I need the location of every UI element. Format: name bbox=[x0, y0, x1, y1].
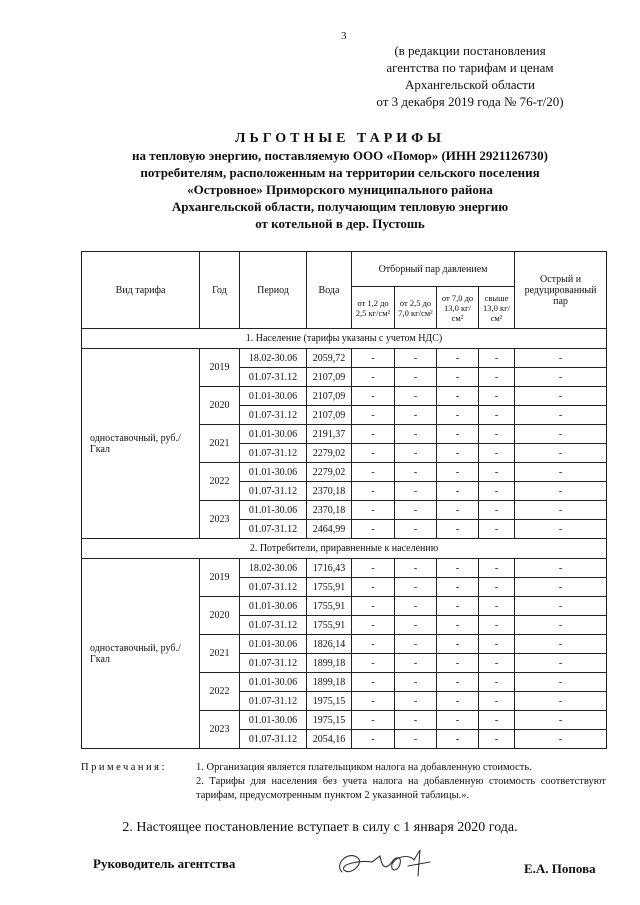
signer-position: Руководитель агентства bbox=[93, 856, 236, 871]
water-value-cell: 2107,09 bbox=[307, 406, 352, 425]
empty-value-cell: - bbox=[395, 730, 437, 749]
empty-value-cell: - bbox=[437, 463, 479, 482]
empty-value-cell: - bbox=[437, 673, 479, 692]
note-item: 1. Организация является плательщиком налога на добавленную стоимость. bbox=[196, 762, 532, 773]
empty-value-cell: - bbox=[395, 349, 437, 368]
water-value-cell: 2370,18 bbox=[307, 501, 352, 520]
empty-value-cell: - bbox=[437, 444, 479, 463]
empty-value-cell: - bbox=[352, 368, 395, 387]
edition-line: Архангельской области bbox=[405, 77, 535, 92]
note-item: 2. Тарифы для населения без учета налога на добавленную стоимость соответствуют тарифам, предусмотренным пунктом 2 указанной таблицы.». bbox=[196, 776, 606, 801]
empty-value-cell: - bbox=[479, 482, 515, 501]
water-value-cell: 2279,02 bbox=[307, 463, 352, 482]
header-sharp-steam: Острый и редуцированный пар bbox=[515, 252, 607, 329]
empty-value-cell: - bbox=[515, 387, 607, 406]
water-value-cell: 2054,16 bbox=[307, 730, 352, 749]
notes-text bbox=[196, 761, 606, 803]
empty-value-cell: - bbox=[479, 368, 515, 387]
period-cell: 01.07-31.12 bbox=[240, 520, 307, 539]
year-cell: 2022 bbox=[200, 673, 240, 711]
year-cell: 2019 bbox=[200, 349, 240, 387]
empty-value-cell: - bbox=[395, 406, 437, 425]
period-cell: 01.01-30.06 bbox=[240, 711, 307, 730]
empty-value-cell: - bbox=[437, 501, 479, 520]
empty-value-cell: - bbox=[352, 349, 395, 368]
period-cell: 01.07-31.12 bbox=[240, 730, 307, 749]
empty-value-cell: - bbox=[395, 368, 437, 387]
empty-value-cell: - bbox=[479, 501, 515, 520]
period-cell: 01.07-31.12 bbox=[240, 692, 307, 711]
empty-value-cell: - bbox=[437, 520, 479, 539]
year-cell: 2020 bbox=[200, 387, 240, 425]
empty-value-cell: - bbox=[437, 692, 479, 711]
empty-value-cell: - bbox=[479, 654, 515, 673]
empty-value-cell: - bbox=[437, 730, 479, 749]
water-value-cell: 2370,18 bbox=[307, 482, 352, 501]
empty-value-cell: - bbox=[437, 559, 479, 578]
year-cell: 2021 bbox=[200, 635, 240, 673]
empty-value-cell: - bbox=[437, 425, 479, 444]
header-steam-2: от 2,5 до 7,0 кг/см² bbox=[395, 287, 437, 329]
subtitle-line: на тепловую энергию, поставляемую ООО «Помор» (ИНН 2921126730) bbox=[132, 148, 548, 163]
water-value-cell: 1899,18 bbox=[307, 673, 352, 692]
edition-note bbox=[345, 42, 595, 110]
year-cell: 2023 bbox=[200, 711, 240, 749]
period-cell: 01.01-30.06 bbox=[240, 597, 307, 616]
notes-label: Примечания: bbox=[81, 762, 167, 773]
period-cell: 01.01-30.06 bbox=[240, 501, 307, 520]
empty-value-cell: - bbox=[479, 444, 515, 463]
empty-value-cell: - bbox=[352, 730, 395, 749]
water-value-cell: 2059,72 bbox=[307, 349, 352, 368]
year-cell: 2019 bbox=[200, 559, 240, 597]
period-cell: 01.07-31.12 bbox=[240, 444, 307, 463]
year-cell: 2021 bbox=[200, 425, 240, 463]
empty-value-cell: - bbox=[395, 616, 437, 635]
empty-value-cell: - bbox=[395, 501, 437, 520]
section-row bbox=[82, 539, 607, 559]
header-water: Вода bbox=[307, 252, 352, 329]
empty-value-cell: - bbox=[515, 578, 607, 597]
page-number: 3 bbox=[341, 30, 347, 42]
effective-clause: 2. Настоящее постановление вступает в силу с 1 января 2020 года. bbox=[122, 820, 518, 835]
empty-value-cell: - bbox=[352, 711, 395, 730]
water-value-cell: 2464,99 bbox=[307, 520, 352, 539]
period-cell: 01.07-31.12 bbox=[240, 368, 307, 387]
empty-value-cell: - bbox=[352, 520, 395, 539]
empty-value-cell: - bbox=[437, 635, 479, 654]
water-value-cell: 1899,18 bbox=[307, 654, 352, 673]
empty-value-cell: - bbox=[479, 597, 515, 616]
empty-value-cell: - bbox=[479, 673, 515, 692]
subtitle-line: «Островное» Приморского муниципального района bbox=[187, 182, 493, 197]
header-steam-3: от 7,0 до 13,0 кг/см² bbox=[437, 287, 479, 329]
empty-value-cell: - bbox=[395, 673, 437, 692]
period-cell: 01.07-31.12 bbox=[240, 578, 307, 597]
empty-value-cell: - bbox=[515, 501, 607, 520]
empty-value-cell: - bbox=[515, 463, 607, 482]
empty-value-cell: - bbox=[395, 711, 437, 730]
empty-value-cell: - bbox=[395, 692, 437, 711]
document-title: ЛЬГОТНЫЕ ТАРИФЫ bbox=[235, 131, 445, 146]
empty-value-cell: - bbox=[479, 578, 515, 597]
empty-value-cell: - bbox=[395, 578, 437, 597]
empty-value-cell: - bbox=[395, 463, 437, 482]
header-selected-steam: Отборный пар давлением bbox=[352, 252, 515, 287]
water-value-cell: 2107,09 bbox=[307, 368, 352, 387]
empty-value-cell: - bbox=[437, 368, 479, 387]
empty-value-cell: - bbox=[352, 425, 395, 444]
empty-value-cell: - bbox=[437, 349, 479, 368]
edition-line: (в редакции постановления bbox=[394, 43, 546, 58]
period-cell: 01.07-31.12 bbox=[240, 406, 307, 425]
empty-value-cell: - bbox=[479, 425, 515, 444]
water-value-cell: 1716,43 bbox=[307, 559, 352, 578]
empty-value-cell: - bbox=[437, 711, 479, 730]
empty-value-cell: - bbox=[515, 635, 607, 654]
water-value-cell: 1826,14 bbox=[307, 635, 352, 654]
section-title: 1. Население (тарифы указаны с учетом НДС) bbox=[82, 329, 607, 349]
tariff-type-cell: одноставочный, руб./Гкал bbox=[82, 349, 200, 539]
empty-value-cell: - bbox=[352, 635, 395, 654]
empty-value-cell: - bbox=[515, 597, 607, 616]
empty-value-cell: - bbox=[515, 711, 607, 730]
empty-value-cell: - bbox=[479, 520, 515, 539]
empty-value-cell: - bbox=[437, 406, 479, 425]
period-cell: 18.02-30.06 bbox=[240, 349, 307, 368]
period-cell: 01.01-30.06 bbox=[240, 425, 307, 444]
empty-value-cell: - bbox=[352, 559, 395, 578]
empty-value-cell: - bbox=[395, 482, 437, 501]
water-value-cell: 1755,91 bbox=[307, 597, 352, 616]
empty-value-cell: - bbox=[352, 482, 395, 501]
year-cell: 2020 bbox=[200, 597, 240, 635]
empty-value-cell: - bbox=[395, 654, 437, 673]
table-row bbox=[82, 559, 607, 578]
empty-value-cell: - bbox=[437, 578, 479, 597]
water-value-cell: 1975,15 bbox=[307, 711, 352, 730]
empty-value-cell: - bbox=[395, 387, 437, 406]
tariff-type-cell: одноставочный, руб./Гкал bbox=[82, 559, 200, 749]
empty-value-cell: - bbox=[515, 444, 607, 463]
tariff-table bbox=[81, 251, 607, 749]
period-cell: 18.02-30.06 bbox=[240, 559, 307, 578]
signature-image bbox=[330, 842, 440, 887]
empty-value-cell: - bbox=[479, 387, 515, 406]
empty-value-cell: - bbox=[352, 406, 395, 425]
section-title: 2. Потребители, приравненные к населению bbox=[82, 539, 607, 559]
empty-value-cell: - bbox=[352, 444, 395, 463]
empty-value-cell: - bbox=[352, 654, 395, 673]
water-value-cell: 1755,91 bbox=[307, 578, 352, 597]
table-row bbox=[82, 349, 607, 368]
water-value-cell: 1755,91 bbox=[307, 616, 352, 635]
period-cell: 01.07-31.12 bbox=[240, 654, 307, 673]
empty-value-cell: - bbox=[437, 387, 479, 406]
empty-value-cell: - bbox=[395, 597, 437, 616]
header-steam-4: свыше 13,0 кг/см² bbox=[479, 287, 515, 329]
year-cell: 2022 bbox=[200, 463, 240, 501]
period-cell: 01.01-30.06 bbox=[240, 387, 307, 406]
title-block bbox=[60, 130, 620, 232]
empty-value-cell: - bbox=[437, 482, 479, 501]
empty-value-cell: - bbox=[479, 349, 515, 368]
subtitle-line: от котельной в дер. Пустошь bbox=[255, 216, 425, 231]
empty-value-cell: - bbox=[479, 406, 515, 425]
empty-value-cell: - bbox=[515, 730, 607, 749]
empty-value-cell: - bbox=[515, 406, 607, 425]
empty-value-cell: - bbox=[395, 635, 437, 654]
period-cell: 01.01-30.06 bbox=[240, 463, 307, 482]
empty-value-cell: - bbox=[479, 616, 515, 635]
empty-value-cell: - bbox=[437, 654, 479, 673]
empty-value-cell: - bbox=[515, 616, 607, 635]
empty-value-cell: - bbox=[479, 559, 515, 578]
water-value-cell: 2107,09 bbox=[307, 387, 352, 406]
header-year: Год bbox=[200, 252, 240, 329]
empty-value-cell: - bbox=[437, 597, 479, 616]
edition-line: от 3 декабря 2019 года № 76-т/20) bbox=[376, 94, 564, 109]
header-steam-1: от 1,2 до 2,5 кг/см² bbox=[352, 287, 395, 329]
empty-value-cell: - bbox=[352, 673, 395, 692]
empty-value-cell: - bbox=[479, 730, 515, 749]
empty-value-cell: - bbox=[352, 501, 395, 520]
empty-value-cell: - bbox=[479, 692, 515, 711]
water-value-cell: 2191,37 bbox=[307, 425, 352, 444]
empty-value-cell: - bbox=[515, 349, 607, 368]
empty-value-cell: - bbox=[395, 520, 437, 539]
header-tariff-type: Вид тарифа bbox=[82, 252, 200, 329]
empty-value-cell: - bbox=[352, 578, 395, 597]
tariff-table-body bbox=[82, 329, 607, 749]
period-cell: 01.01-30.06 bbox=[240, 635, 307, 654]
water-value-cell: 2279,02 bbox=[307, 444, 352, 463]
period-cell: 01.01-30.06 bbox=[240, 673, 307, 692]
empty-value-cell: - bbox=[479, 635, 515, 654]
empty-value-cell: - bbox=[515, 425, 607, 444]
empty-value-cell: - bbox=[352, 616, 395, 635]
empty-value-cell: - bbox=[479, 711, 515, 730]
empty-value-cell: - bbox=[515, 692, 607, 711]
empty-value-cell: - bbox=[479, 463, 515, 482]
empty-value-cell: - bbox=[352, 387, 395, 406]
header-period: Период bbox=[240, 252, 307, 329]
period-cell: 01.07-31.12 bbox=[240, 482, 307, 501]
empty-value-cell: - bbox=[515, 368, 607, 387]
empty-value-cell: - bbox=[515, 520, 607, 539]
empty-value-cell: - bbox=[352, 692, 395, 711]
water-value-cell: 1975,15 bbox=[307, 692, 352, 711]
empty-value-cell: - bbox=[395, 425, 437, 444]
empty-value-cell: - bbox=[515, 673, 607, 692]
period-cell: 01.07-31.12 bbox=[240, 616, 307, 635]
edition-line: агентства по тарифам и ценам bbox=[386, 60, 554, 75]
empty-value-cell: - bbox=[395, 559, 437, 578]
empty-value-cell: - bbox=[352, 463, 395, 482]
empty-value-cell: - bbox=[515, 654, 607, 673]
empty-value-cell: - bbox=[437, 616, 479, 635]
empty-value-cell: - bbox=[395, 444, 437, 463]
subtitle-line: Архангельской области, получающим тепловую энергию bbox=[171, 199, 509, 214]
empty-value-cell: - bbox=[352, 597, 395, 616]
signer-name: Е.А. Попова bbox=[524, 861, 596, 876]
subtitle-line: потребителям, расположенным на территории сельского поселения bbox=[140, 165, 540, 180]
empty-value-cell: - bbox=[515, 559, 607, 578]
year-cell: 2023 bbox=[200, 501, 240, 539]
empty-value-cell: - bbox=[515, 482, 607, 501]
section-row bbox=[82, 329, 607, 349]
